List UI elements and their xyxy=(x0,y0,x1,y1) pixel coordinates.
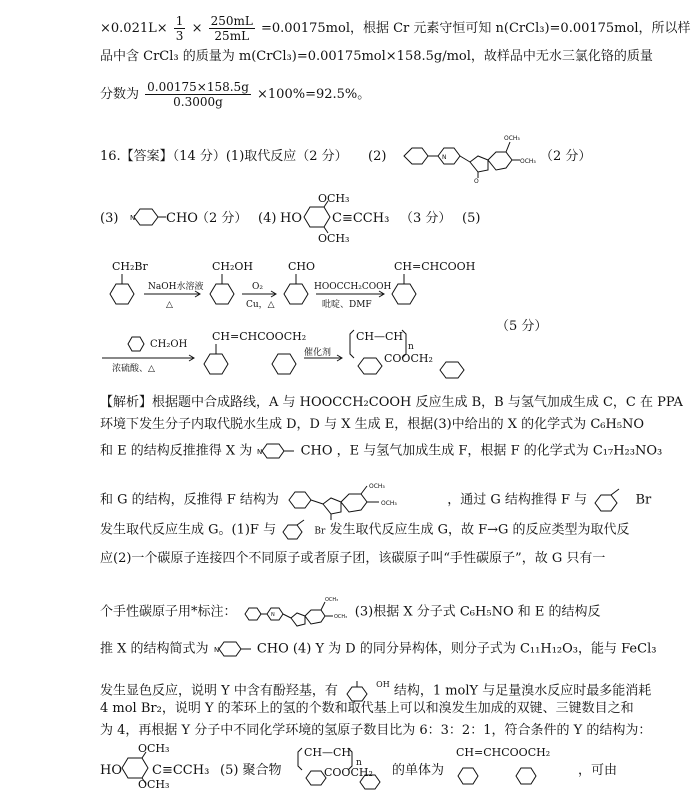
benzene-ring xyxy=(440,362,464,378)
calc-text: ×0.021L× xyxy=(100,21,168,36)
analysis-text: ，E 与氢气加成生成 F，根据 F 的化学式为 C₁₇H₂₃NO₃ xyxy=(336,443,663,459)
svg-text:OCH₃: OCH₃ xyxy=(369,483,385,490)
calc-text: 分数为 xyxy=(100,87,140,102)
ch2oh-label: CH₂OH xyxy=(212,260,254,273)
cho-group: CHO xyxy=(166,211,198,226)
och3-bottom: OCH₃ xyxy=(318,232,350,245)
analysis-text: 的单体为 xyxy=(392,763,445,778)
ho-group: HO xyxy=(280,211,302,226)
polymer-backbone: CH—CH xyxy=(356,330,404,343)
calc-line-1 xyxy=(100,14,691,43)
analysis-line-5 xyxy=(100,518,630,542)
answer-16-heading: 16.【答案】（14 分）(1)取代反应（2 分） xyxy=(100,149,348,164)
analysis-line-11: 为 4，再根据 Y 分子中不同化学环境的氢原子数目比为 6：3：2：1，符合条件的 Y 的结构为： xyxy=(100,723,652,738)
part2-label: (2) xyxy=(368,149,387,164)
cinnamic-acid-label: CH=CHCOOH xyxy=(394,260,476,273)
br-atom: Br xyxy=(635,492,652,508)
ho-group: HO xyxy=(100,763,122,778)
calc-text: =0.00175mol，根据 Cr 元素守恒可知 n(CrCl₃)=0.00175mol，所以样 xyxy=(261,21,691,36)
part3-score: （2 分） xyxy=(196,211,248,226)
cho-label: CHO xyxy=(288,260,316,273)
alkyne-chain: C≡CCH₃ xyxy=(332,211,390,226)
benzene-ring xyxy=(358,358,382,374)
svg-text:OCH₃: OCH₃ xyxy=(324,597,338,603)
och3-bottom: OCH₃ xyxy=(138,778,170,791)
benzyl-bromide xyxy=(591,485,631,515)
benzene-ring xyxy=(272,354,296,374)
polymer-n: n xyxy=(408,342,414,352)
benzyl-bromide xyxy=(280,518,310,542)
pyridine-ring xyxy=(128,202,168,232)
analysis-text: 发生取代反应生成 G。(1)F 与 xyxy=(100,522,277,538)
svg-text:OCH₃: OCH₃ xyxy=(381,500,397,507)
part3-label: (3) xyxy=(100,211,119,226)
reagent-cu: Cu，△ xyxy=(246,300,275,310)
analysis-text: (3)根据 X 分子式 C₆H₅NO 和 E 的结构反 xyxy=(354,604,601,620)
part5-label: (5) xyxy=(462,211,481,226)
fraction-denominator: 3 xyxy=(175,29,184,43)
svg-text:N: N xyxy=(270,612,275,618)
analysis-text: 和 E 的结构反推推得 X 为 xyxy=(100,443,253,459)
polymer-ester: COOCH₂ xyxy=(324,766,373,779)
svg-text:N: N xyxy=(130,214,136,222)
analysis-text: (5) 聚合物 xyxy=(220,763,282,778)
benzene-ring xyxy=(284,284,308,304)
fraction-one-third xyxy=(174,14,186,43)
analysis-line-4 xyxy=(100,480,651,520)
fraction-numerator: 250mL xyxy=(210,14,253,28)
monomer-structure xyxy=(452,758,572,792)
analysis-text: 个手性碳原子用*标注： xyxy=(100,604,237,620)
fraction-denominator: 25mL xyxy=(214,29,250,43)
analysis-text: ，可由 xyxy=(578,763,618,778)
polymer-n: n xyxy=(356,758,362,768)
svg-text:N: N xyxy=(257,448,263,456)
analysis-line-6: 应(2)一个碳原子连接四个不同原子或者原子团，该碳原子叫“手性碳原子”，故 G 只有一 xyxy=(100,551,606,566)
analysis-line-8 xyxy=(100,638,656,660)
analysis-text: ，通过 G 结构推得 F 与 xyxy=(447,492,588,508)
analysis-text: 发生显色反应，说明 Y 中含有酚羟基，有 xyxy=(100,683,338,699)
fraction-volume xyxy=(209,14,255,43)
fraction-mass xyxy=(145,80,251,109)
polymer-ester: COOCH₂ xyxy=(384,352,433,365)
benzene-ring xyxy=(404,148,428,164)
analysis-text: 发生取代反应生成 G，故 F→G 的反应类型为取代反 xyxy=(329,522,630,538)
times-sign: × xyxy=(191,21,203,36)
monomer-label: CH=CHCOOCH₂ xyxy=(456,746,551,759)
benzene-ring xyxy=(110,284,134,304)
reagent-o2: O₂ xyxy=(252,282,263,292)
five-ring xyxy=(470,156,488,172)
benzene-ring xyxy=(392,284,416,304)
och3-label: OCH₃ xyxy=(520,158,536,165)
part4-score: （3 分） xyxy=(400,211,452,226)
aromatic-ring xyxy=(488,152,512,170)
svg-text:N: N xyxy=(213,646,219,654)
fraction-denominator: 0.3000g xyxy=(173,95,223,109)
cho-group: CHO xyxy=(256,641,289,657)
reagent-h2so4: 浓硫酸、△ xyxy=(112,364,155,374)
analysis-text: (4) Y 为 D 的同分异构体，则分子式为 C₁₁H₁₂O₃，能与 FeCl₃ xyxy=(292,641,657,657)
o-atom: O xyxy=(474,178,479,184)
pyridine-ring xyxy=(256,440,296,462)
calc-line-3 xyxy=(100,80,370,109)
och3-top: OCH₃ xyxy=(138,742,170,755)
analysis-line-10: 4 mol Br₂，说明 Y 的苯环上的氢的个数和取代基上可以和溴发生加成的双键、三键数目之和 xyxy=(100,701,634,716)
part4-label: (4) xyxy=(258,211,277,226)
svg-text:OCH₃: OCH₃ xyxy=(333,614,347,620)
polymer-backbone: CH—CH xyxy=(304,746,352,759)
cho-group: CHO xyxy=(300,443,333,459)
analysis-line-1: 【解析】根据题中合成路线，A 与 HOOCCH₂COOH 反应生成 B，B 与氢气加成生成 C，C 在 PPA xyxy=(100,395,683,410)
analysis-text: 结构，1 molY 与足量溴水反应时最多能消耗 xyxy=(393,683,652,699)
structure-f xyxy=(283,480,443,520)
ch2br-label: CH₂Br xyxy=(112,260,148,273)
och3-top: OCH₃ xyxy=(318,192,350,205)
analysis-text: 推 X 的结构简式为 xyxy=(100,641,209,657)
calc-line-2: 品中含 CrCl₃ 的质量为 m(CrCl₃)=0.00175mol×158.5g/mol，故样品中无水三氯化铬的质量 xyxy=(100,49,653,64)
alkyne-chain: C≡CCH₃ xyxy=(152,763,210,778)
benzene-ring xyxy=(128,337,144,351)
calc-text: ×100%=92.5%。 xyxy=(257,87,371,102)
reagent-naoh: NaOH水溶液 xyxy=(148,282,204,292)
structure-g-chiral xyxy=(241,594,351,630)
ch2oh-reagent: CH₂OH xyxy=(150,339,188,350)
analysis-text: 和 G 的结构，反推得 F 结构为 xyxy=(100,492,279,508)
oh-group: OH xyxy=(376,680,390,689)
reagent-pyridine: 吡啶、DMF xyxy=(322,300,372,310)
fraction-numerator: 0.00175×158.5g xyxy=(147,80,249,94)
reagent-heat: △ xyxy=(166,300,173,310)
polymer-bracket-left xyxy=(350,330,354,358)
pyridine-ring xyxy=(213,638,253,660)
analysis-line-2: 环境下发生分子内取代脱水生成 D，D 与 X 生成 E，根据(3)中给出的 X 的化学式为 C₆H₅NO xyxy=(100,417,645,432)
fraction-numerator: 1 xyxy=(175,14,184,28)
analysis-line-3 xyxy=(100,440,662,462)
analysis-line-7 xyxy=(100,594,601,630)
ester-label: CH=CHCOOCH₂ xyxy=(212,330,307,343)
br-atom: Br xyxy=(314,526,326,537)
reagent-catalyst: 催化剂 xyxy=(304,348,332,358)
reagent-malonic: HOOCCH₂COOH xyxy=(314,282,392,292)
benzene-ring xyxy=(210,284,234,304)
n-atom: N xyxy=(442,154,447,161)
och3-label: OCH₃ xyxy=(504,135,520,142)
benzene-ring xyxy=(204,354,228,374)
part5-score: （5 分） xyxy=(496,319,548,334)
part2-score: （2 分） xyxy=(540,149,592,164)
